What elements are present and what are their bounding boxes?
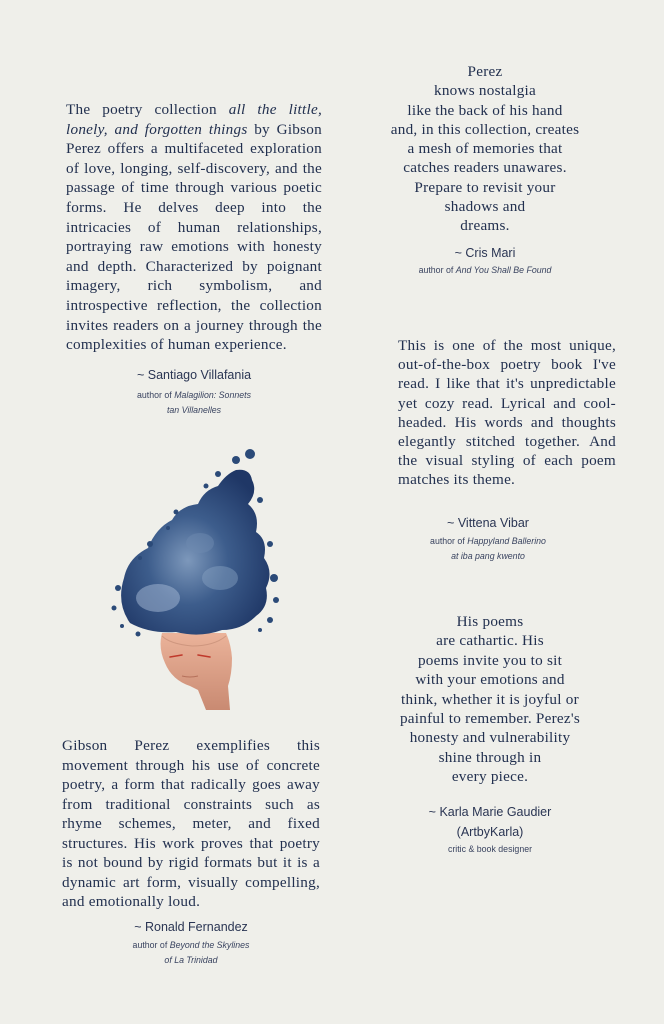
- blurb-gaudier: [380, 612, 600, 787]
- attribution-gaudier: ~ Karla Marie Gaudier (ArtbyKarla): [428, 805, 552, 839]
- book-title: all the little, lonely, and forgotten things: [66, 101, 322, 138]
- attribution-mari-role: author of And You Shall Be Found: [418, 265, 552, 275]
- attribution-vibar: ~ Vittena Vibar: [447, 516, 529, 530]
- head-illustration: [110, 448, 280, 710]
- blurb-fernandez: [62, 736, 320, 912]
- blurb-mari-text: Perez knows nostalgia like the back of his hand and, in this collection, creates a mesh of memories that catches readers unawares. Prepare to revisit your shadows and dreams.: [390, 63, 580, 235]
- blurb-mari: [380, 62, 590, 236]
- blurb-villafania-text: The poetry collection all the little, lonely, and forgotten things by Gibson Perez offers a multifaceted exploration of love, longing, self-discovery, and the passage of time through various poetic forms. He delves deep into the intricacies of human relationships, portraying raw emotions with honesty and depth. Characterized by poignant imagery, rich symbolism, and introspective reflection, the collection invites readers on a journey through the complexities of human experience.: [66, 101, 322, 354]
- blurb-vibar: [398, 336, 616, 490]
- blurb-gaudier-text: His poems are cathartic. His poems invite you to sit with your emotions and think, whether it is joyful or painful to remember. Perez's honesty and vulnerability shine through in every piece.: [399, 613, 581, 786]
- attribution-vibar-role: author of Happyland Ballerino at iba pang kwento: [430, 536, 546, 561]
- attribution-gaudier-role: critic & book designer: [447, 844, 533, 854]
- attribution-fernandez: ~ Ronald Fernandez: [134, 920, 248, 934]
- blurb-fernandez-text: Gibson Perez exemplifies this movement through his use of concrete poetry, a form that radically goes away from traditional constraints such as rhyme schemes, meter, and fixed structures. His work proves that poetry is not bound by rigid formats but it is a dynamic art form, visually compelling, and emotionally loud.: [62, 737, 320, 910]
- watercolor-head-icon: [110, 448, 280, 710]
- blurb-vibar-text: This is one of the most unique, out-of-the-box poetry book I've read. I like that it's unpredictable yet cozy read. Lyrical and cool-headed. His words and thoughts elegantly stitched together. And the visual styling of each poem matches its theme.: [398, 337, 616, 489]
- attribution-villafania-role: author of Malagilion: Sonnets tan Villanelles: [137, 390, 251, 415]
- attribution-fernandez-role: author of Beyond the Skylines of La Trinidad: [132, 940, 250, 965]
- attribution-mari: ~ Cris Mari: [454, 246, 516, 260]
- attribution-villafania: ~ Santiago Villafania: [136, 368, 252, 382]
- blurb-villafania: [66, 100, 322, 355]
